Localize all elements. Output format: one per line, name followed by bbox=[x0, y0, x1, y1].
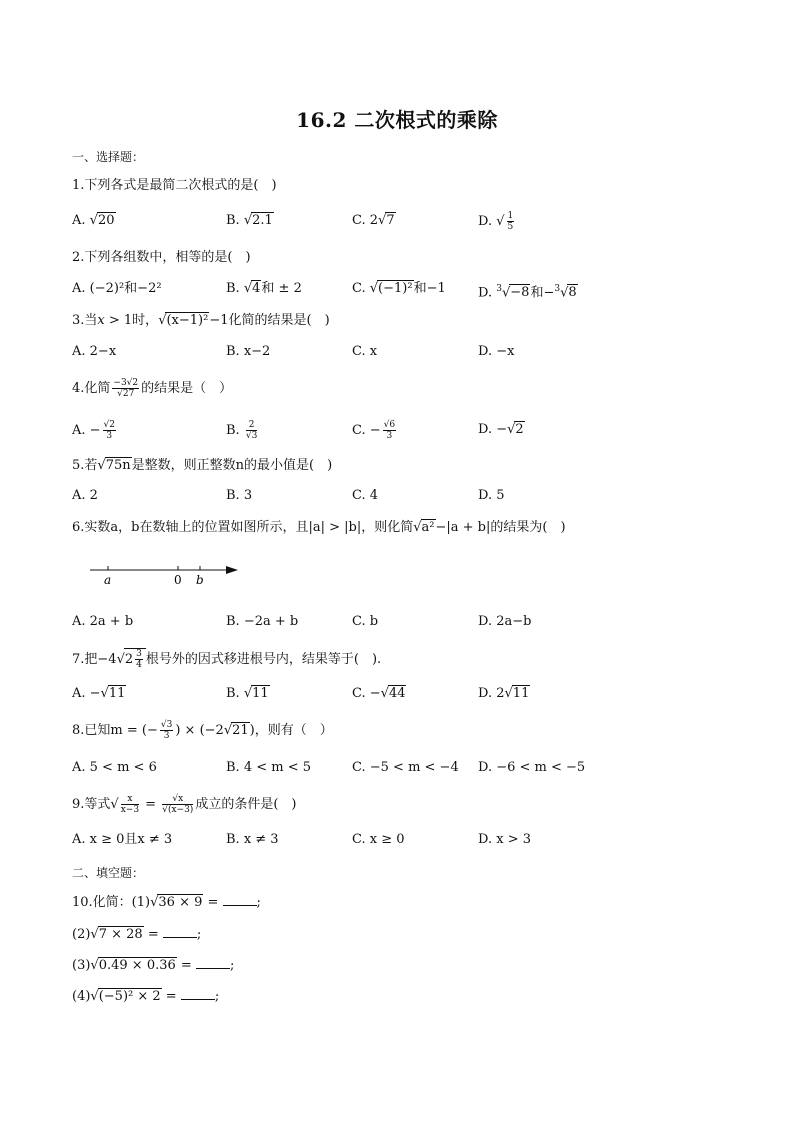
q6-option-b: B. −2a + b bbox=[226, 614, 299, 629]
question-10-part-1: 10.化简：(1)√36 × 9 = ; bbox=[72, 895, 261, 910]
q9-option-d: D. x > 3 bbox=[478, 832, 531, 847]
answer-blank-4[interactable] bbox=[181, 987, 215, 1000]
q3-option-c: C. x bbox=[352, 344, 378, 359]
q6-options bbox=[72, 612, 732, 632]
question-8: 8.已知m = (− $\frac{√3}{3}$ ) × (−2√21)，则有（ ） bbox=[72, 720, 333, 741]
q8-options bbox=[72, 758, 732, 778]
number-line-arrow bbox=[226, 566, 238, 574]
q8-option-b: B. 4 < m < 5 bbox=[226, 760, 312, 775]
q6-option-a: A. 2a + b bbox=[72, 614, 134, 629]
q8-option-d: D. −6 < m < −5 bbox=[478, 760, 586, 775]
q4-option-c: C. − $\frac{√6}{3}$ bbox=[352, 420, 396, 441]
q5-option-d: D. 5 bbox=[478, 488, 505, 503]
question-9: 9.等式√ $\frac{x}{x-3}$ = $\frac{√x}{√(x-3)}$ 成立的条件是( ) bbox=[72, 794, 297, 815]
q1-option-c: C. 2√7 bbox=[352, 213, 395, 228]
q8-option-a: A. 5 < m < 6 bbox=[72, 760, 157, 775]
q3-option-d: D. −x bbox=[478, 344, 515, 359]
q9-options bbox=[72, 830, 732, 850]
q9-option-b: B. x ≠ 3 bbox=[226, 832, 279, 847]
q7-options bbox=[72, 684, 732, 704]
question-10-part-4: (4)√(−5)² × 2 = ; bbox=[72, 989, 220, 1004]
q4-option-a: A. − $\frac{√2}{3}$ bbox=[72, 420, 116, 441]
answer-blank-2[interactable] bbox=[163, 925, 197, 938]
question-3: 3.当x > 1时，√(x−1)²−1化简的结果是( ) bbox=[72, 313, 330, 328]
question-5: 5.若√75n是整数，则正整数n的最小值是( ) bbox=[72, 458, 333, 473]
q8-option-c: C. −5 < m < −4 bbox=[352, 760, 459, 775]
q6-option-d: D. 2a−b bbox=[478, 614, 532, 629]
q1-option-d: D. √ $\frac{1}{5}$ bbox=[478, 211, 514, 232]
q6-option-c: C. b bbox=[352, 614, 379, 629]
q4-option-b: B. $\frac{2}{√3}$ bbox=[226, 420, 258, 441]
q5-option-a: A. 2 bbox=[72, 488, 98, 503]
q2-option-a: A. (−2)²和−2² bbox=[72, 281, 162, 296]
label-zero: 0 bbox=[174, 573, 182, 587]
label-b: b bbox=[196, 573, 204, 587]
q3-option-a: A. 2−x bbox=[72, 344, 117, 359]
question-10-part-2: (2)√7 × 28 = ; bbox=[72, 927, 202, 942]
section-choice-heading: 一、选择题： bbox=[72, 150, 145, 164]
q5-option-c: C. 4 bbox=[352, 488, 379, 503]
q7-option-d: D. 2√11 bbox=[478, 686, 530, 701]
q7-option-c: C. −√44 bbox=[352, 686, 406, 701]
question-2: 2.下列各组数中，相等的是( ) bbox=[72, 250, 251, 265]
q2-option-d: D. $^3$√−8和−$^3$√8 bbox=[478, 284, 577, 301]
answer-blank-3[interactable] bbox=[196, 956, 230, 969]
section-fill-heading: 二、填空题： bbox=[72, 866, 145, 880]
question-4: 4.化简 $\frac{-3√2}{√27}$ 的结果是（ ） bbox=[72, 378, 233, 399]
label-a: a bbox=[104, 573, 112, 587]
q2-options bbox=[72, 279, 732, 299]
q4-options bbox=[72, 420, 732, 440]
question-10-part-3: (3)√0.49 × 0.36 = ; bbox=[72, 958, 235, 973]
answer-blank-1[interactable] bbox=[223, 893, 257, 906]
q9-option-a: A. x ≥ 0且x ≠ 3 bbox=[72, 832, 173, 847]
q7-option-b: B. √11 bbox=[226, 686, 269, 701]
question-7: 7.把−4√2 $\frac{3}{4}$ 根号外的因式移进根号内，结果等于( ). bbox=[72, 649, 382, 670]
q9-option-c: C. x ≥ 0 bbox=[352, 832, 405, 847]
q2-option-c: C. √(−1)²和−1 bbox=[352, 281, 446, 296]
q5-options bbox=[72, 486, 732, 506]
q1-options bbox=[72, 211, 732, 231]
q1-option-a: A. √20 bbox=[72, 213, 115, 228]
q5-option-b: B. 3 bbox=[226, 488, 253, 503]
q7-option-a: A. −√11 bbox=[72, 686, 126, 701]
q4-option-d: D. −√2 bbox=[478, 422, 524, 437]
question-1: 1.下列各式是最简二次根式的是( ) bbox=[72, 178, 277, 193]
page-title: 16.2 二次根式的乘除 bbox=[296, 108, 498, 132]
question-6: 6.实数a，b在数轴上的位置如图所示，且|a| > |b|，则化简√a²−|a + b|的结果为( ) bbox=[72, 520, 566, 535]
q3-option-b: B. x−2 bbox=[226, 344, 271, 359]
q1-option-b: B. √2.1 bbox=[226, 213, 273, 228]
q2-option-b: B. √4和 ± 2 bbox=[226, 281, 302, 296]
number-line-figure bbox=[90, 558, 250, 588]
q3-options bbox=[72, 342, 732, 362]
